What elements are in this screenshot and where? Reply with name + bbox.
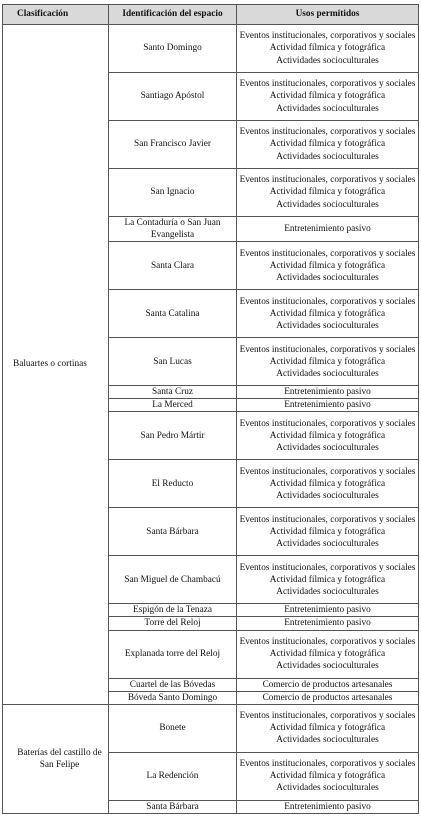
uses-cell <box>237 25 419 73</box>
use-line: Actividades socioculturales <box>276 320 379 331</box>
use-line: Entretenimiento pasivo <box>284 224 371 235</box>
use-line: Eventos institucionales, corporativos y sociales <box>239 514 416 525</box>
space-cell: Bóveda Santo Domingo <box>109 691 237 704</box>
use-line: Eventos institucionales, corporativos y sociales <box>239 711 416 722</box>
use-line: Eventos institucionales, corporativos y sociales <box>239 562 416 573</box>
uses-cell <box>237 617 419 630</box>
use-line: Actividades socioculturales <box>276 661 379 672</box>
space-cell: Santa Catalina <box>109 290 237 338</box>
use-line: Actividades socioculturales <box>276 199 379 210</box>
space-cell: El Reducto <box>109 460 237 508</box>
use-line: Actividades socioculturales <box>276 442 379 453</box>
use-line: Entretenimiento pasivo <box>284 387 371 398</box>
space-cell: Santa Bárbara <box>109 508 237 556</box>
space-cell: Santiago Apóstol <box>109 73 237 121</box>
use-line: Actividad fílmica y fotográfica <box>269 43 386 54</box>
space-cell: San Lucas <box>109 338 237 386</box>
use-line: Actividad fílmica y fotográfica <box>269 771 386 782</box>
space-cell: Torre del Reloj <box>109 617 237 630</box>
space-cell: La Merced <box>109 399 237 412</box>
use-line: Actividad fílmica y fotográfica <box>269 356 386 367</box>
use-line: Entretenimiento pasivo <box>284 605 371 616</box>
use-line: Eventos institucionales, corporativos y sociales <box>239 127 416 138</box>
space-cell: San Pedro Mártir <box>109 412 237 460</box>
uses-cell <box>237 704 419 752</box>
use-line: Actividades socioculturales <box>276 103 379 114</box>
space-cell: Santa Cruz <box>109 386 237 399</box>
space-cell: Explanada torre del Reloj <box>109 630 237 678</box>
header-row <box>3 5 419 25</box>
space-cell: La Redención <box>109 752 237 800</box>
space-cell: La Contaduría o San Juan Evangelista <box>109 217 237 242</box>
uses-cell <box>237 678 419 691</box>
uses-cell <box>237 556 419 604</box>
space-cell: San Ignacio <box>109 169 237 217</box>
space-cell: Espigón de la Tenaza <box>109 604 237 617</box>
use-line: Actividades socioculturales <box>276 55 379 66</box>
uses-cell <box>237 412 419 460</box>
use-line: Actividades socioculturales <box>276 735 379 746</box>
use-line: Eventos institucionales, corporativos y sociales <box>239 31 416 42</box>
use-line: Actividad fílmica y fotográfica <box>269 308 386 319</box>
use-line: Eventos institucionales, corporativos y sociales <box>239 79 416 90</box>
uses-cell <box>237 217 419 242</box>
header-space: Identificación del espacio <box>109 5 237 25</box>
use-line: Actividades socioculturales <box>276 272 379 283</box>
header-uses: Usos permitidos <box>237 5 419 25</box>
use-line: Actividades socioculturales <box>276 586 379 597</box>
space-cell: San Francisco Javier <box>109 121 237 169</box>
use-line: Comercio de productos artesanales <box>262 679 393 690</box>
use-line: Comercio de productos artesanales <box>262 692 393 703</box>
classification-cell: Baterías del castillo de San Felipe <box>3 704 109 813</box>
use-line: Eventos institucionales, corporativos y sociales <box>239 466 416 477</box>
use-line: Actividad fílmica y fotográfica <box>269 574 386 585</box>
use-line: Actividad fílmica y fotográfica <box>269 139 386 150</box>
uses-table-container <box>2 4 418 814</box>
use-line: Eventos institucionales, corporativos y sociales <box>239 175 416 186</box>
use-line: Eventos institucionales, corporativos y sociales <box>239 418 416 429</box>
use-line: Entretenimiento pasivo <box>284 400 371 411</box>
space-cell: Cuartel de las Bóvedas <box>109 678 237 691</box>
use-line: Entretenimiento pasivo <box>284 618 371 629</box>
table-body <box>3 25 419 814</box>
use-line: Eventos institucionales, corporativos y sociales <box>239 759 416 770</box>
table-row <box>3 25 419 73</box>
use-line: Actividad fílmica y fotográfica <box>269 187 386 198</box>
uses-cell <box>237 604 419 617</box>
uses-cell <box>237 169 419 217</box>
use-line: Actividades socioculturales <box>276 783 379 794</box>
use-line: Actividades socioculturales <box>276 538 379 549</box>
use-line: Actividades socioculturales <box>276 368 379 379</box>
table-row <box>3 704 419 752</box>
use-line: Actividades socioculturales <box>276 151 379 162</box>
use-line: Actividad fílmica y fotográfica <box>269 260 386 271</box>
header-classification: Clasificación <box>3 5 109 25</box>
use-line: Eventos institucionales, corporativos y sociales <box>239 296 416 307</box>
uses-cell <box>237 386 419 399</box>
use-line: Entretenimiento pasivo <box>284 801 371 812</box>
space-cell: Santa Bárbara <box>109 800 237 813</box>
use-line: Actividad fílmica y fotográfica <box>269 91 386 102</box>
uses-cell <box>237 460 419 508</box>
use-line: Eventos institucionales, corporativos y sociales <box>239 248 416 259</box>
uses-cell <box>237 399 419 412</box>
uses-table <box>2 4 419 814</box>
uses-cell <box>237 338 419 386</box>
use-line: Actividad fílmica y fotográfica <box>269 723 386 734</box>
uses-cell <box>237 242 419 290</box>
use-line: Actividad fílmica y fotográfica <box>269 430 386 441</box>
use-line: Actividad fílmica y fotográfica <box>269 478 386 489</box>
uses-cell <box>237 73 419 121</box>
uses-cell <box>237 800 419 813</box>
space-cell: Santa Clara <box>109 242 237 290</box>
uses-cell <box>237 121 419 169</box>
uses-cell <box>237 691 419 704</box>
use-line: Eventos institucionales, corporativos y sociales <box>239 636 416 647</box>
space-cell: Santo Domingo <box>109 25 237 73</box>
uses-cell <box>237 630 419 678</box>
uses-cell <box>237 290 419 338</box>
classification-cell: Baluartes o cortinas <box>3 25 109 705</box>
space-cell: San Miguel de Chambacú <box>109 556 237 604</box>
use-line: Actividades socioculturales <box>276 490 379 501</box>
use-line: Actividad fílmica y fotográfica <box>269 526 386 537</box>
uses-cell <box>237 752 419 800</box>
space-cell: Bonete <box>109 704 237 752</box>
use-line: Eventos institucionales, corporativos y sociales <box>239 344 416 355</box>
uses-cell <box>237 508 419 556</box>
use-line: Actividad fílmica y fotográfica <box>269 649 386 660</box>
